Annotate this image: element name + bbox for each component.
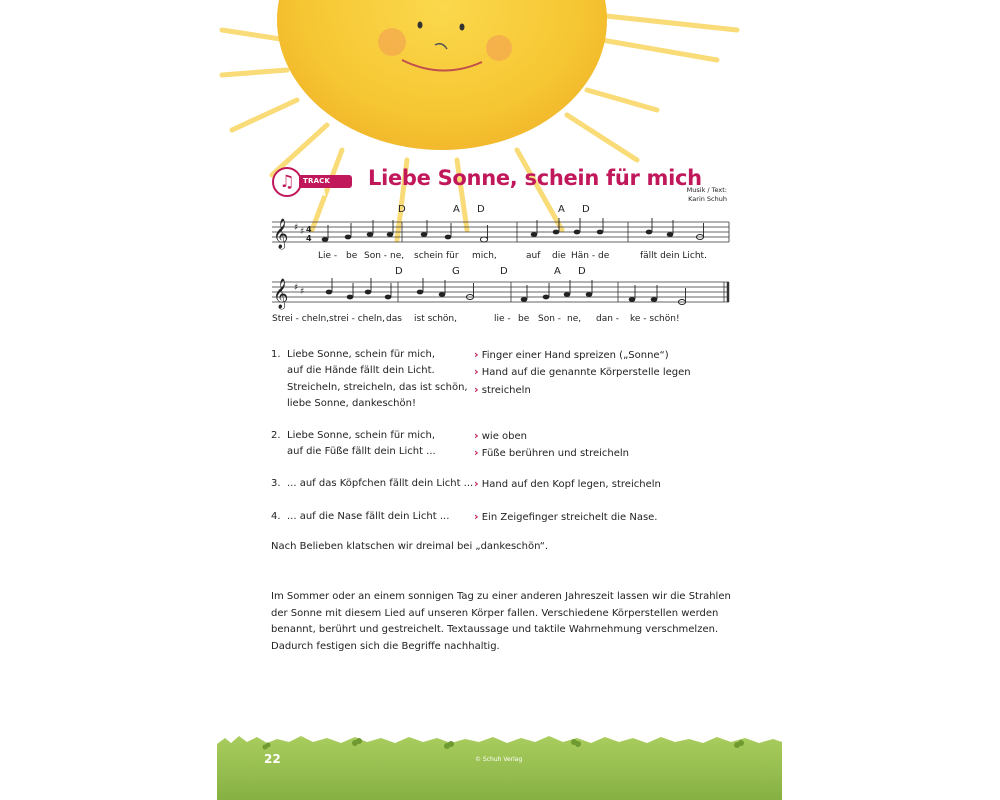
staff-1 [272,222,729,242]
action-text: Füße berühren und streicheln [481,448,630,460]
verse-text: Liebe Sonne, schein für mich, [287,349,436,360]
verse-number: 2. [271,430,281,441]
publisher-credit: © Schuh Verlag [475,756,523,763]
treble-clef-icon: 𝄞 [273,279,289,309]
action-line [474,428,629,445]
verse-line [271,476,473,492]
verse-text: auf die Füße fällt dein Licht ... [287,446,436,458]
treble-clef-icon: 𝄞 [273,219,289,249]
action-text: streicheln [481,384,531,396]
verse-2-actions [474,428,629,463]
verse-text: ... auf die Nase fällt dein Licht ... [287,511,450,522]
sun-cheek-right [486,35,512,61]
svg-text:♯: ♯ [294,223,299,233]
arrow-right-icon: › [474,446,479,460]
chord: D [398,204,406,215]
chords-line-1 [398,204,590,215]
arrow-right-icon: › [474,429,479,442]
track-label: TRACK 13/14 [299,175,352,188]
chord: G [452,266,460,277]
lyric: de [598,251,610,261]
page-number: 22 [264,752,281,766]
verse-line [271,396,468,412]
verse-line [271,509,449,525]
lyric: ke - schön! [630,314,680,324]
chord: A [453,204,460,215]
lyric: ne, [567,314,582,324]
action-text: Hand auf den Kopf legen, streicheln [481,479,661,490]
lyric: Hän - [571,251,596,261]
chord: A [554,266,561,277]
sun-cheek-left [378,28,406,56]
verse-4-actions [474,509,657,526]
verse-line [271,347,468,363]
verse-number: 3. [271,478,281,489]
action-text: Finger einer Hand spreizen („Sonne“) [481,350,669,361]
lyric: mich, [472,251,497,261]
sheet-music [262,200,732,330]
verse-text: auf die Hände fällt dein Licht. [287,365,435,377]
verse-3 [271,476,473,492]
svg-text:4: 4 [306,225,312,234]
chord: A [558,204,565,215]
song-title: Liebe Sonne, schein für mich [368,166,702,190]
action-line [474,382,691,399]
arrow-right-icon: › [474,510,479,523]
svg-text:♯: ♯ [300,287,305,297]
page [217,0,782,800]
arrow-right-icon: › [474,365,479,379]
chords-line-2 [395,266,586,277]
action-text: Hand auf die genannte Körperstelle legen [481,367,691,379]
lyric: schein für [414,251,459,261]
lyric: be [518,314,530,324]
lyric: das [386,314,402,324]
chord: D [578,266,586,277]
lyric: Lie - [318,251,338,261]
verse-3-actions [474,476,661,493]
lyric: dan - [596,314,620,324]
svg-text:4: 4 [306,234,312,243]
description-paragraph: Im Sommer oder an einem sonnigen Tag zu einer anderen Jahreszeit lassen wir die Strahlen der Sonne mit diesem Lied auf unseren Körper fallen. Verschiedene Körperstellen werden benannt, berührt und gestreichelt. Textaussage und taktile Wahrnehmung verschmelzen. Dadurch festigen sich die Begriffe nachhaltig. [271,591,731,652]
track-badge [272,167,352,198]
svg-text:♯: ♯ [300,227,305,237]
verse-1 [271,347,468,412]
credit-line-1: Musik / Text: [686,186,727,194]
svg-text:♯: ♯ [294,283,299,293]
verse-number: 1. [271,349,281,360]
action-line [474,476,661,493]
verse-text: Liebe Sonne, schein für mich, [287,430,436,441]
action-line [474,509,657,526]
lyric: Son - [538,314,562,324]
arrow-right-icon: › [474,348,479,361]
verse-number: 4. [271,511,281,522]
arrow-right-icon: › [474,477,479,490]
lyrics-line-1 [318,251,707,261]
lyric: Strei - cheln, [272,314,330,324]
lyric: ne, [390,251,405,261]
action-line [474,364,691,381]
music-note-icon: ♫ [272,167,302,197]
verse-line [271,444,436,460]
chord: D [395,266,403,277]
action-text: Ein Zeigefinger streichelt die Nase. [481,512,658,523]
arrow-right-icon: › [474,382,479,396]
verse-text: Streicheln, streicheln, das ist schön, [287,381,468,393]
verse-line [271,428,436,444]
verse-line [271,380,468,396]
intro-text: Nach Belieben klatschen wir dreimal bei „dankeschön“. [271,541,549,552]
lyric: ist schön, [414,314,457,324]
lyric: strei - cheln, [329,314,385,324]
verse-2 [271,428,436,461]
credit-line-2: Karin Schuh [688,195,727,203]
verse-text: ... auf das Köpfchen fällt dein Licht ... [287,478,474,489]
verse-4 [271,509,449,525]
lyric: fällt dein Licht. [640,251,707,261]
action-text: wie oben [481,431,527,442]
lyrics-line-2 [272,314,680,324]
lyric: be [346,251,358,261]
lyric: die [552,251,566,261]
chord: D [500,266,508,277]
chord: D [477,204,485,215]
staff-2 [272,282,729,302]
lyric: lie - [494,314,511,324]
lyric: auf [526,251,541,261]
action-line [474,347,691,364]
lyric: Son - [364,251,388,261]
verse-1-actions [474,347,691,399]
grass-illustration [217,730,782,800]
verse-text: liebe Sonne, dankeschön! [287,397,416,409]
action-line [474,445,629,462]
chord: D [582,204,590,215]
verse-line [271,363,468,379]
